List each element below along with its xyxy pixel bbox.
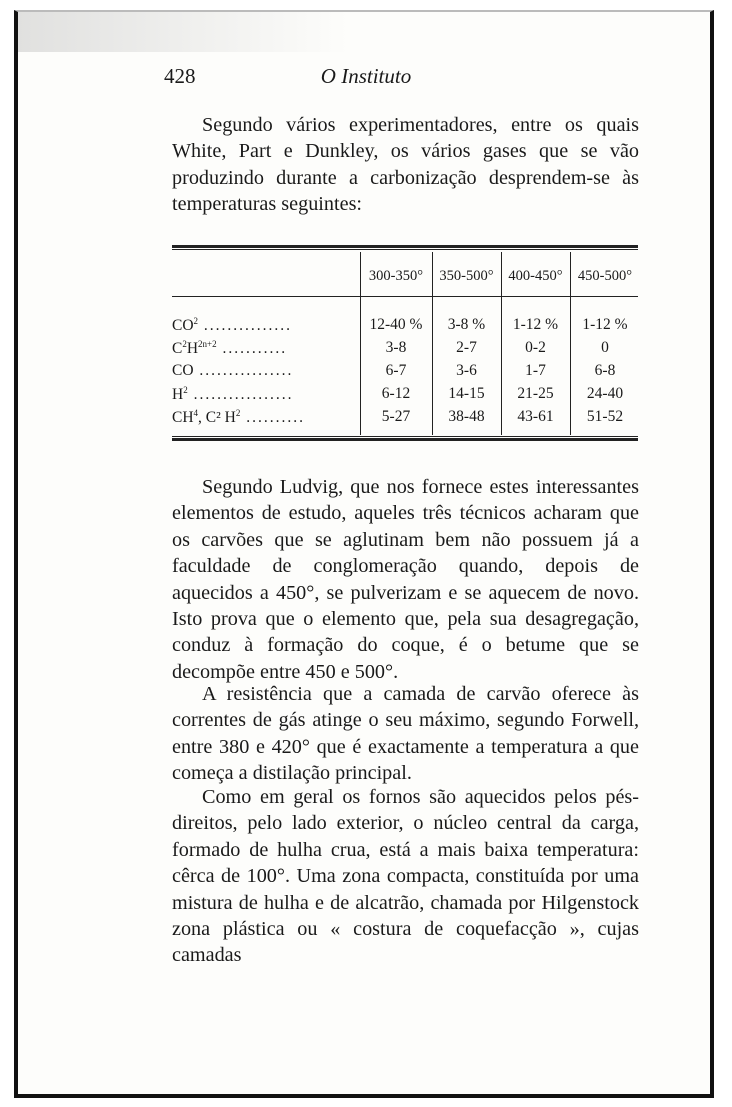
column-header: 400-450°	[508, 268, 563, 284]
paragraph-ludvig: Segundo Ludvig, que nos fornece estes interessantes elementos de estudo, aqueles três técnicos acharam que os carvões que se aglutinam bem não possuem já a faculdade de conglomeração quando, depois de aquecidos a 450°, se pulverizam e se aquecem de novo. Isto prova que o elemento que, pela sua desagregação, conduz à formação do coque, é o betume que se decompõe entre 450 e 500°.	[172, 476, 639, 683]
table-cell: 38-48	[448, 408, 485, 425]
table-cell: 1-7	[525, 362, 546, 379]
table-cell: 3-8 %	[447, 316, 486, 333]
table-cell: 43-61	[517, 408, 554, 425]
row-label-gas: $C^2H^{2n+2}$ ...........	[172, 339, 288, 357]
table-cell: 0	[601, 339, 609, 356]
table-cell: 21-25	[517, 385, 554, 402]
table-cell: 3-6	[456, 362, 477, 379]
column-header: 350-500°	[439, 268, 494, 284]
row-label-gas: CO ................	[172, 362, 294, 379]
running-title: O Instituto	[320, 64, 412, 88]
table-cell: 6-12	[381, 385, 411, 402]
table-cell: 0-2	[525, 339, 546, 356]
page-number: 428	[164, 64, 196, 88]
row-label-gas: $H^2$ .................	[172, 385, 294, 403]
paragraph-fornos: Como em geral os fornos são aquecidos pelos pés-direitos, pelo lado exterior, o núcleo central da carga, formado de hulha crua, está a mais baixa temperatura: cêrca de 100°. Uma zona compacta, constituída por uma mistura de hulha e de alcatrão, chamada por Hilgenstock zona plástica ou « costura de coquefacção », cujas camadas	[172, 786, 639, 967]
table-cell: 3-8	[385, 339, 407, 356]
page-header	[0, 64, 732, 94]
table-cell: 12-40 %	[369, 316, 423, 333]
table-top-rule	[172, 245, 638, 250]
table-cell: 5-27	[381, 408, 411, 425]
table-cell: 1-12 %	[512, 316, 559, 333]
row-label-gas: $CO^2$ ...............	[172, 316, 293, 334]
table-cell: 24-40	[586, 385, 624, 402]
table-cell: 2-7	[456, 339, 477, 356]
paragraph-intro: Segundo vários experimentadores, entre os quais White, Part e Dunkley, os vários gases que se vão produzindo durante a carbonização desprendem-se às temperaturas seguintes:	[172, 114, 639, 216]
row-label-gas: $CH^4$, C² $H^2$ ..........	[172, 408, 305, 426]
paragraph-forwell: A resistência que a camada de carvão oferece às correntes de gás atinge o seu máximo, segundo Forwell, entre 380 e 420° que é exactamente a temperatura a que começa a distilação principal.	[172, 683, 639, 785]
table-cell: 6-7	[385, 362, 407, 379]
table-header-rule	[172, 296, 638, 297]
table-bottom-rule	[172, 436, 638, 441]
table-cell: 14-15	[448, 385, 485, 402]
table-cell: 1-12 %	[582, 316, 628, 333]
column-header: 450-500°	[577, 268, 633, 284]
table-cell: 51-52	[586, 408, 624, 425]
column-header: 300-350°	[368, 268, 424, 284]
table-cell: 6-8	[594, 362, 616, 379]
scan-smudge	[18, 12, 348, 52]
